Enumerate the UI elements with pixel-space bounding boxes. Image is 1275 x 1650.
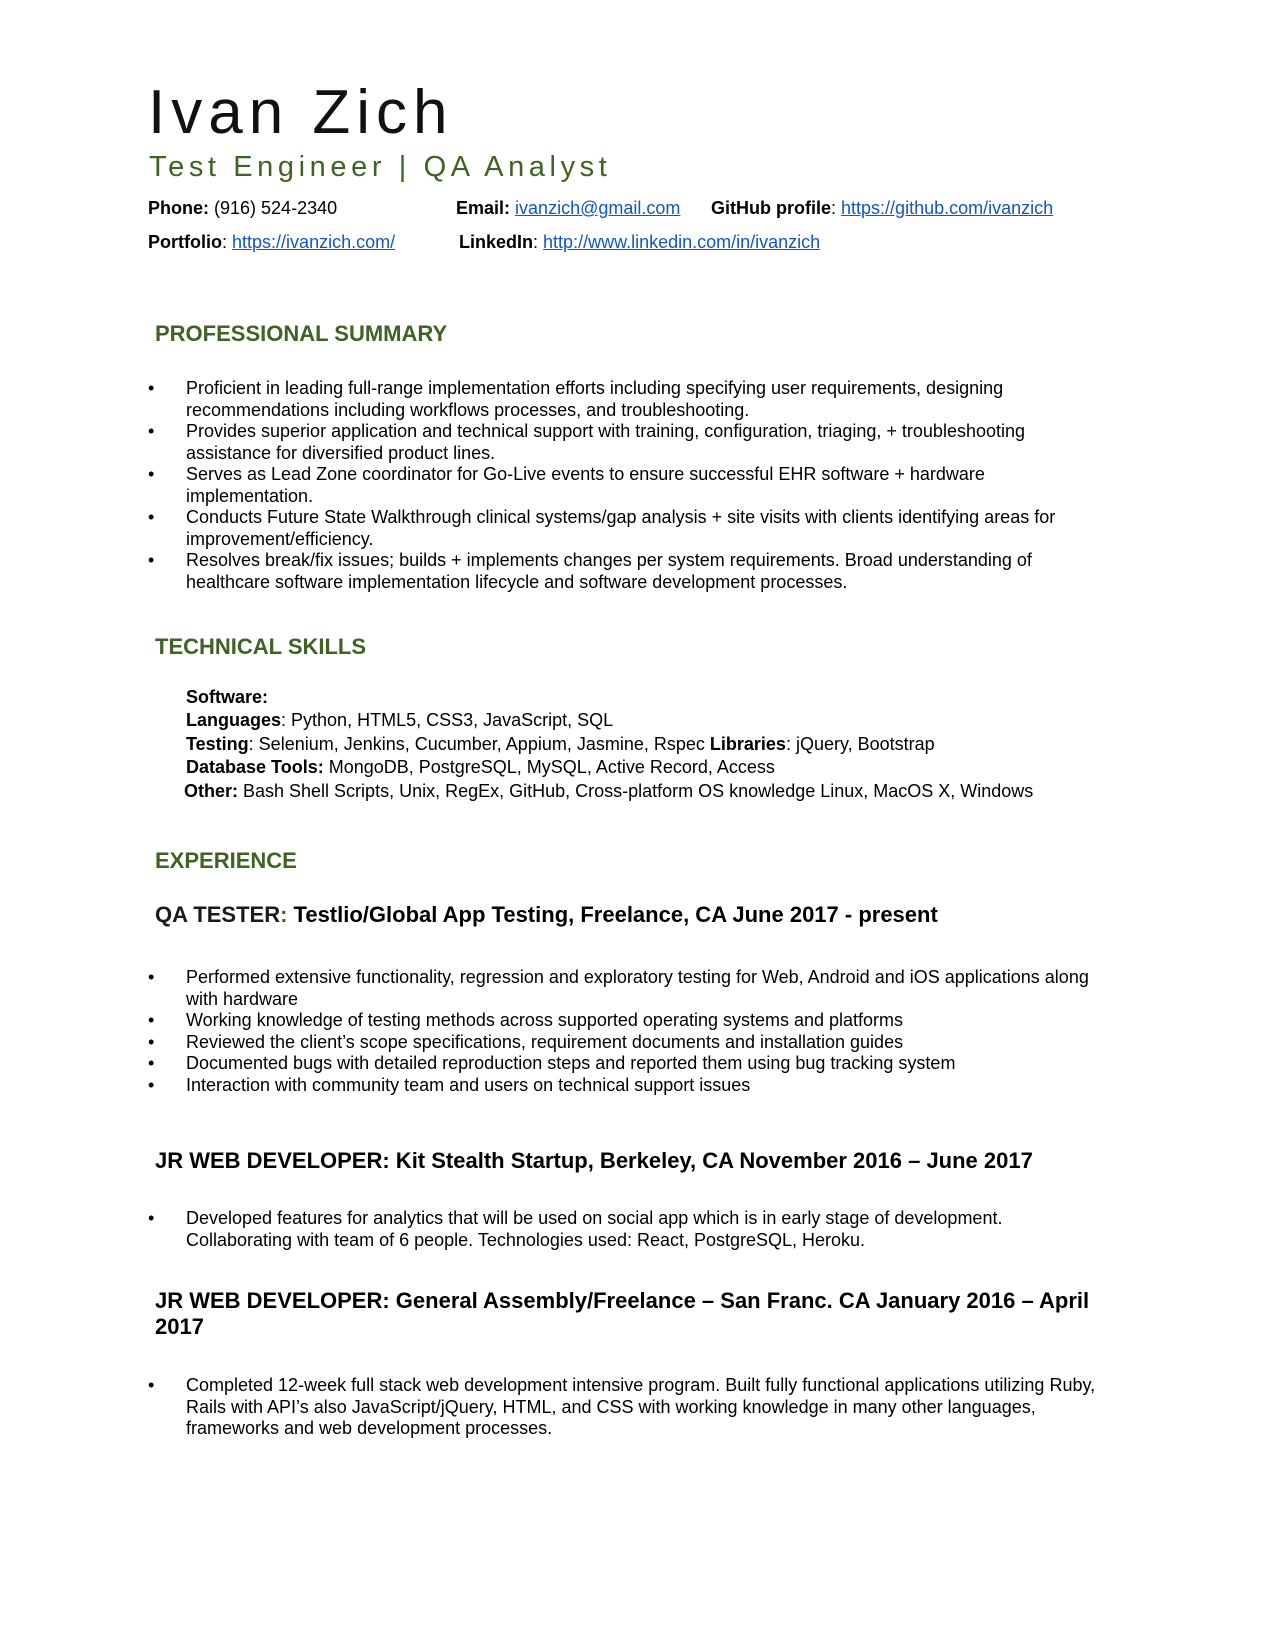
languages-value: : Python, HTML5, CSS3, JavaScript, SQL: [281, 710, 614, 731]
job-role: QA TESTER: [155, 902, 281, 927]
list-item: • Performed extensive functionality, regression and exploratory testing for Web, Android and iOS applications along with hardware: [148, 967, 1108, 1010]
email-line: [456, 199, 680, 217]
software-label: Software:: [186, 687, 269, 707]
job-title-kit-stealth: JR WEB DEVELOPER: Kit Stealth Startup, Berkeley, CA November 2016 – June 2017: [155, 1148, 1033, 1173]
job-1-list: [148, 967, 1108, 1096]
job-2-list: [148, 1208, 1048, 1251]
other-label: Other:: [184, 780, 238, 801]
linkedin-label: LinkedIn: [459, 232, 534, 252]
libraries-value: : jQuery, Bootstrap: [785, 733, 935, 754]
list-item: • Provides superior application and technical support with training, configuration, triaging, + troubleshooting assistance for diversified product lines.: [148, 421, 1088, 464]
portfolio-label: Portfolio: [148, 232, 222, 252]
database-value: MongoDB, PostgreSQL, MySQL, Active Record, Access: [323, 757, 775, 778]
list-item: • Completed 12-week full stack web development intensive program. Built fully functional applications utilizing Ruby, Rails with API’s also JavaScript/jQuery, HTML, and CSS with working knowledge in many other languages, frameworks and web development processes.: [148, 1375, 1108, 1440]
database-label: Database Tools:: [186, 757, 324, 778]
github-line: [711, 199, 1053, 217]
github-colon: :: [831, 198, 837, 218]
list-item: • Interaction with community team and users on technical support issues: [148, 1075, 1108, 1097]
candidate-name: Ivan Zich: [148, 78, 454, 147]
phone-value: (916) 524-2340: [214, 198, 338, 218]
libraries-label: Libraries: [709, 733, 786, 754]
portfolio-colon: :: [222, 232, 228, 252]
job-title-qa-tester: [155, 902, 1095, 928]
list-item: • Developed features for analytics that will be used on social app which is in early stage of development. Collaborating with team of 6 people. Technologies used: React, PostgreSQL, Heroku.: [148, 1208, 1048, 1251]
skills-testing: [186, 733, 1033, 756]
skills-languages: [186, 709, 1033, 732]
email-label: Email:: [456, 198, 511, 218]
skills-other: [184, 780, 1033, 803]
linkedin-line: [459, 233, 820, 251]
list-item: • Resolves break/fix issues; builds + implements changes per system requirements. Broad understanding of healthcare software implementation lifecycle and software development processes.: [148, 550, 1088, 593]
github-label: GitHub profile: [711, 198, 831, 218]
job-title-general-assembly: JR WEB DEVELOPER: General Assembly/Freelance – San Franc. CA January 2016 – April 2017: [155, 1288, 1090, 1339]
portfolio-line: [148, 233, 395, 251]
list-item: • Working knowledge of testing methods across supported operating systems and platforms: [148, 1010, 1108, 1032]
job-3-list: [148, 1375, 1108, 1440]
job-detail: Testlio/Global App Testing, Freelance, CA June 2017 - present: [287, 902, 938, 927]
list-item: • Serves as Lead Zone coordinator for Go-Live events to ensure successful EHR software + hardware implementation.: [148, 464, 1088, 507]
summary-heading: PROFESSIONAL SUMMARY: [155, 321, 448, 346]
portfolio-link[interactable]: https://ivanzich.com/: [232, 232, 396, 252]
phone-label: Phone:: [148, 198, 209, 218]
job-role-sep: :: [280, 902, 288, 927]
list-item: • Documented bugs with detailed reproduction steps and reported them using bug tracking system: [148, 1053, 1108, 1075]
linkedin-colon: :: [533, 232, 539, 252]
list-item: • Proficient in leading full-range implementation efforts including specifying user requirements, designing recommendations including workflows processes, and troubleshooting.: [148, 378, 1088, 421]
job-subtitle: Test Engineer | QA Analyst: [149, 151, 612, 183]
skills-block: [186, 686, 1033, 803]
testing-label: Testing: [186, 733, 249, 754]
phone-line: [148, 199, 337, 217]
other-value: Bash Shell Scripts, Unix, RegEx, GitHub, Cross-platform OS knowledge Linux, MacOS X, Windows: [238, 780, 1034, 801]
email-link[interactable]: ivanzich@gmail.com: [515, 198, 681, 218]
skills-software: [186, 686, 1033, 709]
summary-list: [148, 378, 1088, 593]
github-link[interactable]: https://github.com/ivanzich: [841, 198, 1054, 218]
experience-heading: EXPERIENCE: [155, 848, 297, 873]
list-item: • Conducts Future State Walkthrough clinical systems/gap analysis + site visits with clients identifying areas for improvement/efficiency.: [148, 507, 1088, 550]
list-item: • Reviewed the client’s scope specifications, requirement documents and installation guides: [148, 1032, 1108, 1054]
languages-label: Languages: [186, 710, 282, 731]
skills-database: [186, 756, 1033, 779]
skills-heading: TECHNICAL SKILLS: [155, 634, 367, 659]
linkedin-link[interactable]: http://www.linkedin.com/in/ivanzich: [543, 232, 821, 252]
testing-value: : Selenium, Jenkins, Cucumber, Appium, Jasmine, Rspec: [248, 733, 710, 754]
